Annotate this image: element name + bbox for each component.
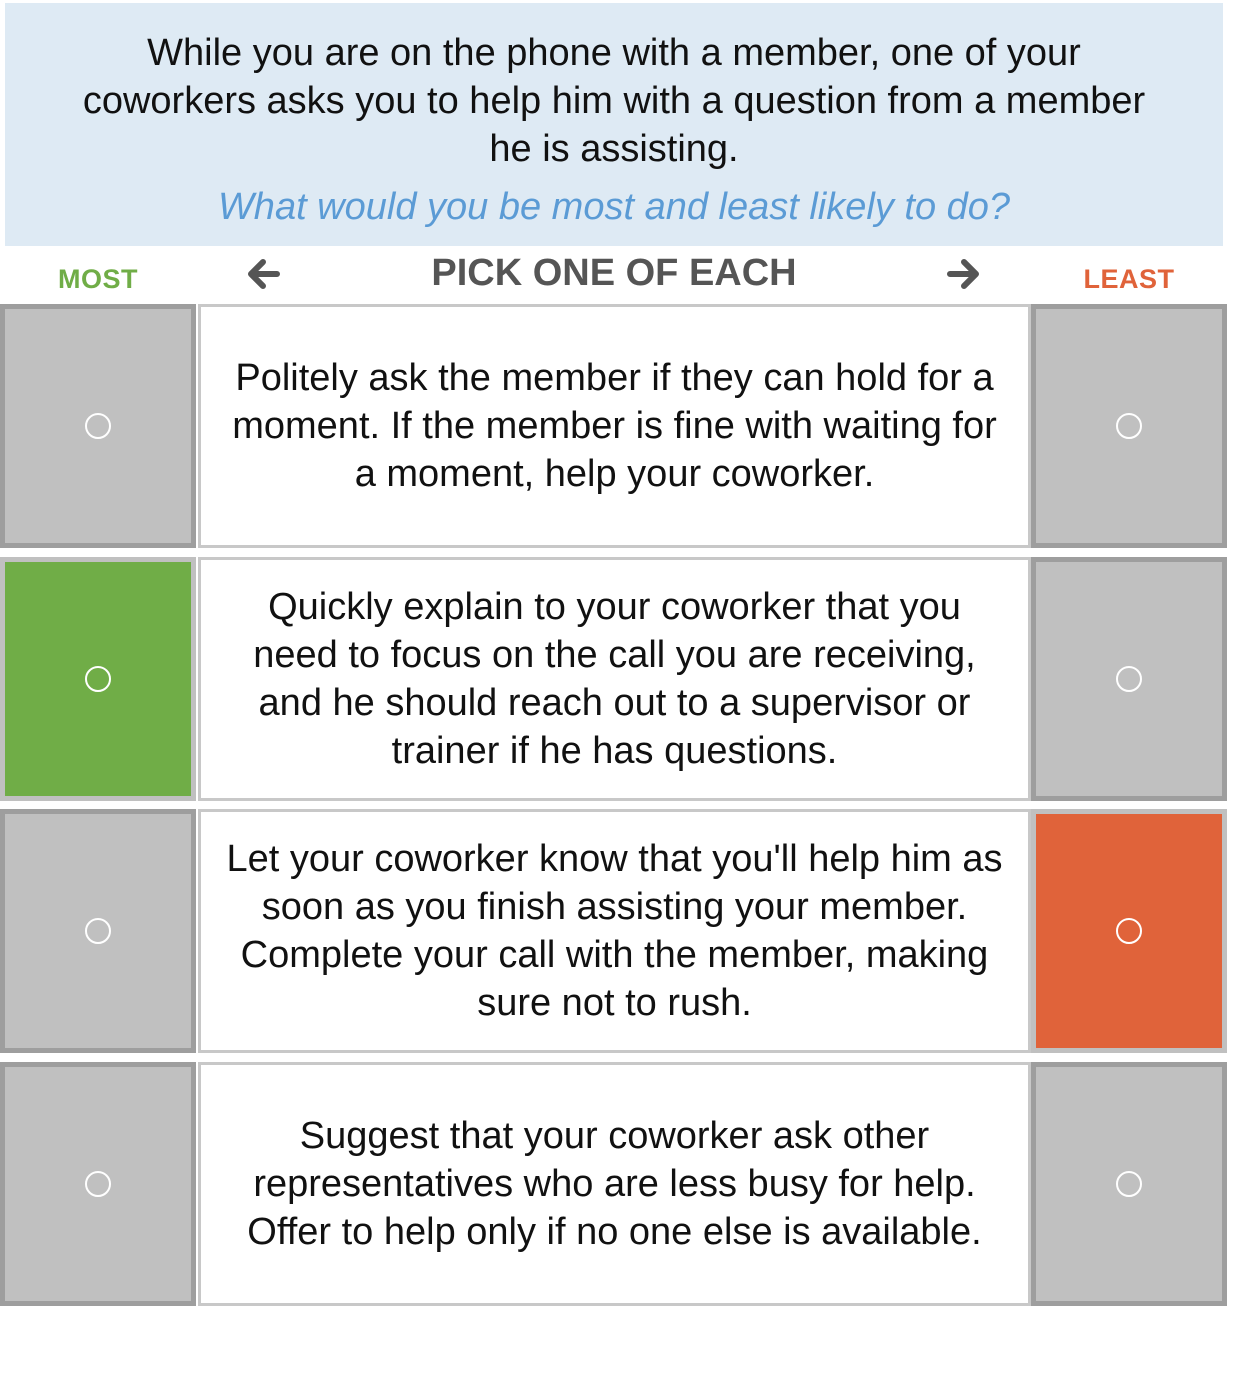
option-row-4: [0, 1062, 1233, 1306]
option-row-3: [0, 809, 1233, 1053]
option-text-cell: [198, 1062, 1031, 1306]
option-row-1: [0, 304, 1233, 548]
most-choice-option-1[interactable]: [0, 304, 196, 548]
most-column-label: MOST: [58, 264, 138, 294]
radio-circle-icon: [85, 1171, 111, 1197]
option-text-cell: [198, 557, 1031, 801]
most-choice-option-4[interactable]: [0, 1062, 196, 1306]
instruction-label: PICK ONE OF EACH: [431, 252, 797, 294]
option-text: Quickly explain to your coworker that you need to focus on the call you are receiving, and he should reach out to a supervisor or trainer if he has questions.: [253, 586, 976, 772]
least-column-label: LEAST: [1083, 264, 1175, 294]
least-choice-option-2[interactable]: [1031, 557, 1227, 801]
column-header-row: [0, 246, 1233, 304]
scenario-text: While you are on the phone with a member, one of your coworkers asks you to help him with a question from a member he is assisting.: [82, 32, 1146, 170]
least-choice-option-1[interactable]: [1031, 304, 1227, 548]
least-choice-option-3[interactable]: [1031, 809, 1227, 1053]
radio-circle-icon: [1116, 413, 1142, 439]
radio-circle-icon: [85, 666, 111, 692]
most-choice-option-3[interactable]: [0, 809, 196, 1053]
option-text: Let your coworker know that you'll help him as soon as you finish assisting your member. Complete your call with the member, making sure not to rush.: [226, 838, 1003, 1024]
option-text: Politely ask the member if they can hold for a moment. If the member is fine with waiting for a moment, help your coworker.: [232, 357, 997, 495]
arrow-left-icon: [243, 254, 283, 294]
option-text: Suggest that your coworker ask other representatives who are less busy for help. Offer to help only if no one else is available.: [247, 1115, 982, 1253]
option-text-cell: [198, 809, 1031, 1053]
least-choice-option-4[interactable]: [1031, 1062, 1227, 1306]
arrow-right-icon: [944, 254, 984, 294]
option-row-2: [0, 557, 1233, 801]
radio-circle-icon: [85, 413, 111, 439]
most-choice-option-2[interactable]: [0, 557, 196, 801]
radio-circle-icon: [1116, 918, 1142, 944]
radio-circle-icon: [1116, 666, 1142, 692]
radio-circle-icon: [1116, 1171, 1142, 1197]
option-text-cell: [198, 304, 1031, 548]
question-text: What would you be most and least likely to do?: [217, 186, 1011, 228]
prompt-box: [5, 3, 1223, 246]
radio-circle-icon: [85, 918, 111, 944]
